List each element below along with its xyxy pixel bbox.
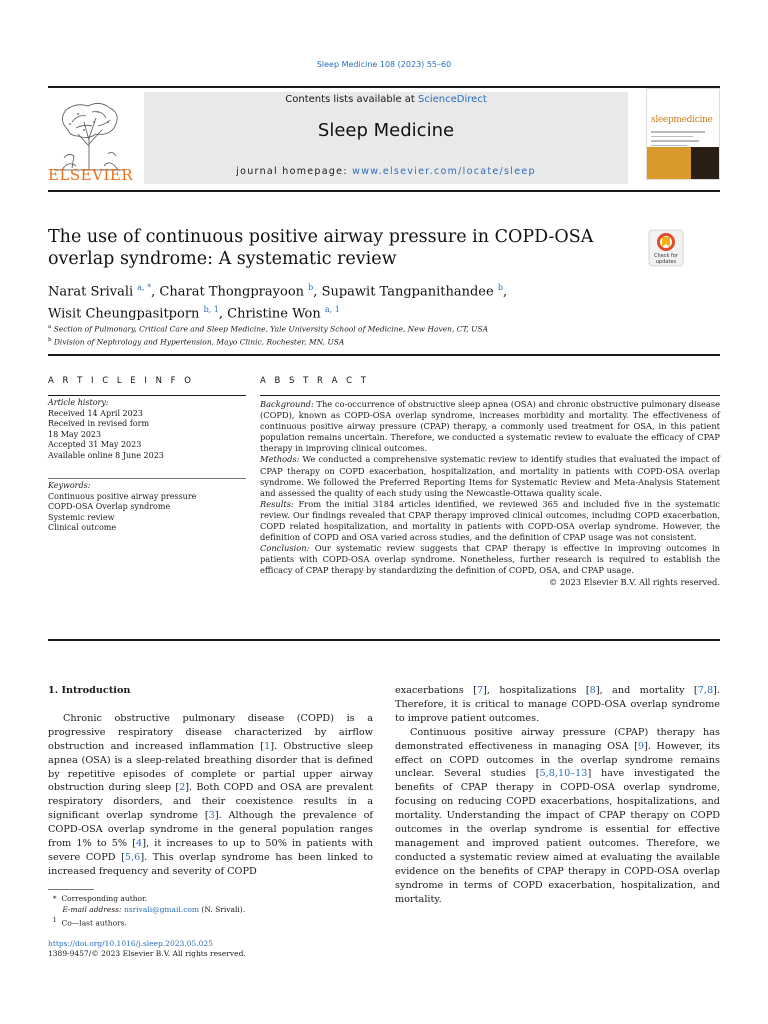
article-info-rule <box>48 395 246 396</box>
reference-link[interactable]: 9 <box>637 740 645 752</box>
reference-link[interactable]: 3 <box>208 810 215 822</box>
keyword-item: Clinical outcome <box>48 523 117 533</box>
author-list <box>48 279 668 324</box>
author-name[interactable]: Wisit Cheungpasitporn <box>48 306 200 322</box>
abstract-conclusion: Conclusion: Our systematic review suggests that CPAP therapy is effective in improving outcomes in patients with COPD-OSA overlap syndrome. Nonetheless, further research is required to establish the efficacy of CPAP therapy by standardizing the definition of COPD, OSA, and CPAP usage. <box>260 543 720 576</box>
body-paragraph: Chronic obstructive pulmonary disease (COPD) is a progressive respiratory disease characterized by airflow obstruction and increased inflammation [1]. Obstructive sleep apnea (OSA) is a sleep-related breathing disorder that is defined by repetitive episodes of complete or partial upper airway obstruction during sleep [2]. Both COPD and OSA are prevalent respiratory disorders, and their coexistence results in a significant overlap syndrome [3]. Although the prevalence of COPD-OSA overlap syndrome in the general population ranges from 1% to 5% [4], it increases to up to 50% in patients with severe COPD [5,6]. This overlap syndrome has been linked to increased frequency and severity of COPD <box>48 712 374 877</box>
footnotes <box>48 893 368 929</box>
issn-line: 1389-9457/© 2023 Elsevier B.V. All rights reserved. <box>48 949 246 958</box>
elsevier-wordmark[interactable]: ELSEVIER <box>48 166 134 184</box>
homepage-prefix: journal homepage: <box>236 166 353 177</box>
sciencedirect-link[interactable]: ScienceDirect <box>418 94 487 105</box>
body-paragraph: exacerbations [7], hospitalizations [8], and mortality [7,8]. Therefore, it is critical to manage COPD-OSA overlap syndrome to improve patient outcomes. <box>395 685 720 724</box>
paper-title: The use of continuous positive airway pressure in COPD-OSA overlap syndrome: A systematic review <box>48 227 594 269</box>
section-heading-introduction: 1. Introduction <box>48 685 131 696</box>
reference-link[interactable]: 1 <box>264 740 271 752</box>
author-separator: , <box>151 284 160 300</box>
author-name[interactable]: Narat Srivali <box>48 284 134 300</box>
author-separator: , <box>502 284 508 300</box>
affiliation-item: $^b$ Division of Nephrology and Hypertension, Mayo Clinic, Rochester, MN, USA <box>48 336 345 346</box>
history-item: 18 May 2023 <box>48 429 102 439</box>
abstract-copyright: © 2023 Elsevier B.V. All rights reserved. <box>549 576 720 587</box>
body-paragraph: Continuous positive airway pressure (CPAP) therapy has demonstrated effectiveness in managing OSA [9]. However, its effect on COPD outcomes in the overlap syndrome remains unclear. Several studies [5,8,10–13] have investigated the benefits of CPAP therapy in COPD-OSA overlap syndrome, focusing on reducing COPD exacerbations, hospitalizations, and mortality. Understanding the impact of CPAP therapy on COPD outcomes in the overlap syndrome is essential for effective management and improved patient outcomes. Therefore, we conducted a systematic review aimed at evaluating the available evidence on the benefits of CPAP therapy in COPD-OSA overlap syndrome in terms of COPD exacerbation, hospitalization, and mortality. <box>395 726 721 905</box>
affiliation-rule <box>48 354 720 356</box>
history-item: Available online 8 June 2023 <box>48 450 164 460</box>
author-affiliation-mark[interactable]: b <box>308 283 314 292</box>
reference-link[interactable]: 4 <box>136 838 143 850</box>
abstract-body <box>260 399 720 588</box>
article-history <box>48 398 246 462</box>
journal-citation[interactable]: Sleep Medicine 108 (2023) 55–60 <box>316 60 452 69</box>
abstract-bottom-rule <box>48 639 720 641</box>
crossmark-label: Check for updates <box>654 253 678 265</box>
doi-block <box>48 939 368 959</box>
author-affiliation-mark[interactable]: b <box>497 283 503 292</box>
footnote-rule <box>48 889 94 890</box>
masthead-top-rule <box>48 86 720 88</box>
reference-link[interactable]: 7 <box>476 685 484 696</box>
reference-link[interactable]: 2 <box>179 782 186 794</box>
abstract-heading: A B S T R A C T <box>260 376 369 386</box>
history-item: Received in revised form <box>48 419 150 429</box>
keywords-rule <box>48 478 246 479</box>
reference-link[interactable]: 5,8,10–13 <box>539 768 588 780</box>
history-item: Accepted 31 May 2023 <box>48 440 142 450</box>
history-item: Received 14 April 2023 <box>48 408 143 418</box>
author-affiliation-mark[interactable]: a, 1 <box>324 305 340 315</box>
author-affiliation-mark[interactable]: b, 1 <box>203 305 219 315</box>
author-separator: , <box>218 306 228 322</box>
author-separator: , <box>313 284 322 300</box>
keywords-label: Keywords: <box>48 481 91 490</box>
keywords <box>48 481 246 534</box>
email-link[interactable]: nsrivali@gmail.com <box>123 905 200 914</box>
body-column-right <box>395 684 720 907</box>
reference-link[interactable]: 5,6 <box>124 851 141 863</box>
affiliation-item: $^a$ Section of Pulmonary, Critical Care and Sleep Medicine, Yale University School of Medicine, New Haven, CT, USA <box>48 324 489 334</box>
cover-image <box>691 147 719 179</box>
abstract-background: Background: The co-occurrence of obstructive sleep apnea (OSA) and chronic obstructive pulmonary disease (COPD), known as COPD-OSA overlap syndrome, increases morbidity and mortality. The effectiveness of continuous positive airway pressure (CPAP) therapy, a commonly used treatment for OSA, in this patient population remains uncertain. Therefore, we conducted a systematic review to evaluate the efficacy of CPAP therapy in improving clinical outcomes. <box>260 399 721 454</box>
history-label: Article history: <box>48 398 109 407</box>
body-column-left <box>48 684 373 879</box>
contents-line <box>144 94 628 105</box>
article-info-heading: A R T I C L E I N F O <box>48 376 194 386</box>
journal-homepage-line <box>144 166 628 177</box>
doi-link[interactable]: https://doi.org/10.1016/j.sleep.2023.05.025 <box>48 939 213 948</box>
author-name[interactable]: Charat Thongprayoon <box>159 284 305 300</box>
footnote-colast: $^1$ Co—last authors. <box>52 917 127 928</box>
keyword-item: Systemic review <box>48 512 115 522</box>
cover-title: sleepmedicine <box>651 115 713 125</box>
author-affiliation-mark[interactable]: a, * <box>137 283 152 292</box>
abstract-results: Results: From the initial 3184 articles identified, we reviewed 365 and included five in the systematic review. Our findings revealed that CPAP therapy improved clinical outcomes, including COPD exacerbation, COPD related hospitalization, and mortality in patients with COPD-OSA overlap syndrome. However, the definition of COPD and OSA varied across studies, and the definition of CPAP usage was not consistent. <box>260 498 720 543</box>
masthead-bottom-rule <box>48 190 720 192</box>
footnote-corresponding: * Corresponding author. <box>52 894 148 903</box>
journal-homepage-link[interactable]: www.elsevier.com/locate/sleep <box>352 166 536 177</box>
affiliations <box>48 322 720 347</box>
reference-link[interactable]: 7,8 <box>697 685 714 696</box>
reference-link[interactable]: 8 <box>589 685 596 696</box>
keyword-item: COPD-OSA Overlap syndrome <box>48 502 171 512</box>
author-name[interactable]: Christine Won <box>227 306 321 322</box>
abstract-methods: Methods: We conducted a comprehensive systematic review to identify studies that evaluated the impact of CPAP therapy on COPD exacerbation, hospitalization, and mortality in patients with COPD-OSA overlap syndrome. We followed the Preferred Reporting Items for Systematic Review and Meta-Analysis Statement and assessed the quality of each study using the Newcastle-Ottawa quality scale. <box>260 454 720 498</box>
abstract-rule <box>260 395 720 396</box>
footnote-email: E-mail address: nsrivali@gmail.com (N. Srivali). <box>62 905 246 914</box>
journal-title: Sleep Medicine <box>317 120 455 141</box>
journal-cover-thumbnail[interactable] <box>646 88 720 180</box>
contents-prefix: Contents lists available at <box>285 94 419 105</box>
author-name[interactable]: Supawit Tangpanithandee <box>321 284 494 300</box>
keyword-item: Continuous positive airway pressure <box>48 491 197 501</box>
